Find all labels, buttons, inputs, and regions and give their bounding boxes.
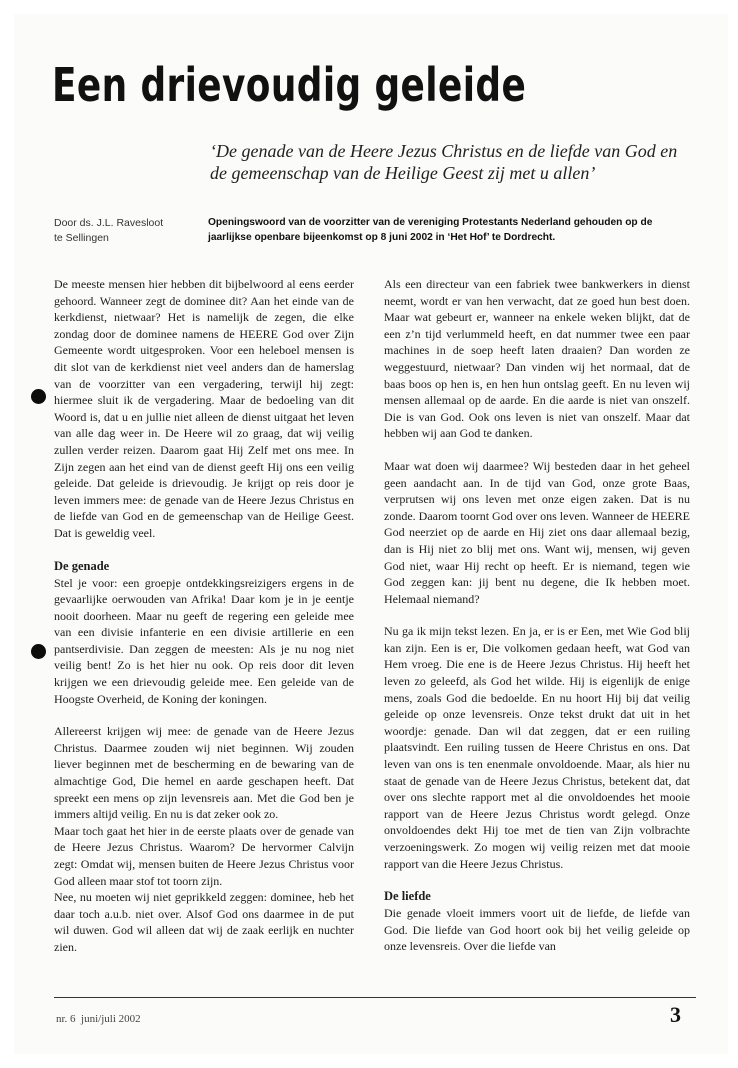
left-column <box>54 276 354 972</box>
body-paragraph: De meeste mensen hier hebben dit bijbelwoord al eens eerder gehoord. Wanneer zegt de dominee dit? Aan het einde van de kerkdienst, nietwaar? Het is namelijk de zegen, die elke zondag door de dominee namens de HEERE God over Zijn Gemeente wordt uitgesproken. Voor een heleboel mensen is dit slot van de kerkdienst niet veel anders dan de hamerslag van de voorzitter van een vergadering, terwijl hij zegt: hiermee sluit ik de vergadering. Maar de bedoeling van dit Woord is, dat u en jullie niet alleen de dienst uitgaat het leven van alle dag weer in. De Heere wil zo graag, dat wij veilig zullen verder reizen. Daarom gaat Hij Zelf met ons mee. In Zijn zegen aan het eind van de dienst geeft Hij ons een veilig geleide. Dat geleide is drievoudig. Je krijgt op reis door je leven immers mee: de genade van de Heere Jezus Christus en de liefde van God en de gemeenschap van de Heilige Geest. Dat is geweldig veel. <box>54 277 354 540</box>
right-column <box>384 276 690 971</box>
binder-hole-top <box>31 389 46 404</box>
intro-paragraph: Openingswoord van de voorzitter van de vereniging Protestants Nederland gehouden op de jaarlijkse openbare bijeenkomst op 8 juni 2002 in ‘Het Hof’ te Dordrecht. <box>208 217 653 243</box>
byline <box>54 216 204 246</box>
body-paragraph: Stel je voor: een groepje ontdekkingsreizigers ergens in de gevaarlijke oerwouden van Afrika! Daar kom je in je eentje nooit doorheen. Maar nu geeft de regering een geleide mee van een divisie infanterie en een divisie artillerie en een pantserdivisie. Dan zeggen de meesten: Als je nu nog niet veilig bent! Zo is het hier nu ook. Op reis door dit leven krijgen we een drievoudig geleide mee. Een geleide van de Hoogste Overheid, de Koning der koningen. <box>54 575 354 706</box>
body-paragraph: Die genade vloeit immers voort uit de liefde, de liefde van God. Die liefde van God hoort ook bij het veilig geleide op onze levensreis. Over die liefde van <box>384 906 690 954</box>
body-paragraph: Nu ga ik mijn tekst lezen. En ja, er is er Een, met Wie God blij kan zijn. Een is er, Die volkomen gedaan heeft, wat God van Hem vroeg. Die ene is de Heere Jezus Christus. Hij heeft het leven zo geleefd, als God het wilde. Hij is eigenlijk de enige mens, zoals God die bedoelde. En nu hoort Hij bij dat veilig geleide op onze levensreis. Onze tekst drukt dat uit in het woordje: genade. Dan wil dat zeggen, dat er een ruiling plaatsvindt. Een ruiling tussen de Heere Christus en ons. Dat leven van ons is ten enenmale onvoldoende. Maar, als hier nu staat de genade van de Heere Jezus Christus, betekent dat, dat over ons slechte rapport met al die onvoldoendes het mooie rapport van de Heere Jezus Christus wordt gelegd. Onze onvoldoendes dekt Hij toe met de tien van Zijn volbrachte verzoeningswerk. Zo mogen wij veilig reizen met dat mooie rapport van die Heere Jezus Christus. <box>384 624 690 871</box>
author-line: Door ds. J.L. Ravesloot <box>54 217 164 229</box>
section-heading-liefde: De liefde <box>384 889 431 904</box>
article-title: Een drievoudig geleide <box>52 58 527 112</box>
issue-label: nr. 6 juni/juli 2002 <box>56 1013 141 1025</box>
footer-divider <box>54 997 696 998</box>
author-location: te Sellingen <box>54 232 109 244</box>
section-heading-genade: De genade <box>54 558 110 573</box>
body-paragraph: Allereerst krijgen wij mee: de genade van de Heere Jezus Christus. Daarmee zouden wij niet beginnen. Wij zouden liever beginnen met de bescherming en de bewaring van de almachtige God, Die hemel en aarde geschapen heeft. Dat spreekt een mens op zijn levensreis aan. Met die God ben je immers altijd veilig. En nu is dat zeker ook zo. <box>54 724 354 822</box>
opening-quote: ‘De genade van de Heere Jezus Christus en de liefde van God en de gemeenschap van de Heilige Geest zij met u allen’ <box>210 141 678 183</box>
page-number: 3 <box>670 1002 681 1027</box>
binder-hole-bottom <box>31 644 46 659</box>
body-paragraph: Maar toch gaat het hier in de eerste plaats over de genade van de Heere Jezus Christus. Waarom? De hervormer Calvijn zegt: Omdat wij, mensen buiten de Heere Jezus Christus voor God alleen maar stof tot toorn zijn. <box>54 823 354 888</box>
body-paragraph: Als een directeur van een fabriek twee bankwerkers in dienst neemt, wordt er van hen verwacht, dat ze goed hun best doen. Maar wat gebeurt er, wanneer na enkele weken blijkt, dat de een z’n tijd verlummeld heeft, en dat nummer twee een paar machines in de soep heeft laten draaien? Dan worden ze weggestuurd, nietwaar? Dan vinden wij het normaal, dat de baas boos op hen is, en hen hun ontslag geeft. En nu leven wij mensen allemaal op de aarde. En die aarde is niet van onszelf. Die is van God. Ook ons leven is niet van onszelf. Maar dat hebben wij aan God te danken. <box>384 277 690 441</box>
body-paragraph: Nee, nu moeten wij niet geprikkeld zeggen: dominee, heb het daar toch a.u.b. niet over. Alsof God ons daarmee in de put wil duwen. God wil alleen dat wij de zaak eerlijk en nuchter zien. <box>54 890 354 954</box>
body-paragraph: Maar wat doen wij daarmee? Wij besteden daar in het geheel geen aandacht aan. In de tijd van God, onze grote Baas, verprutsen wij ons leven met onze eigen zaken. Dat is nu zonde. Daarom toornt God over ons leven. Wanneer de HEERE God neerziet op de aarde en Hij ziet ons daar allemaal bezig, dan is Hij niet zo blij met ons. Want wij, mensen, wij geven God niet, waar Hij recht op heeft. Er is niemand, tegen wie God zeggen kan: jij bent nu degene, die Ik hebben moet. Helemaal niemand? <box>384 458 690 606</box>
